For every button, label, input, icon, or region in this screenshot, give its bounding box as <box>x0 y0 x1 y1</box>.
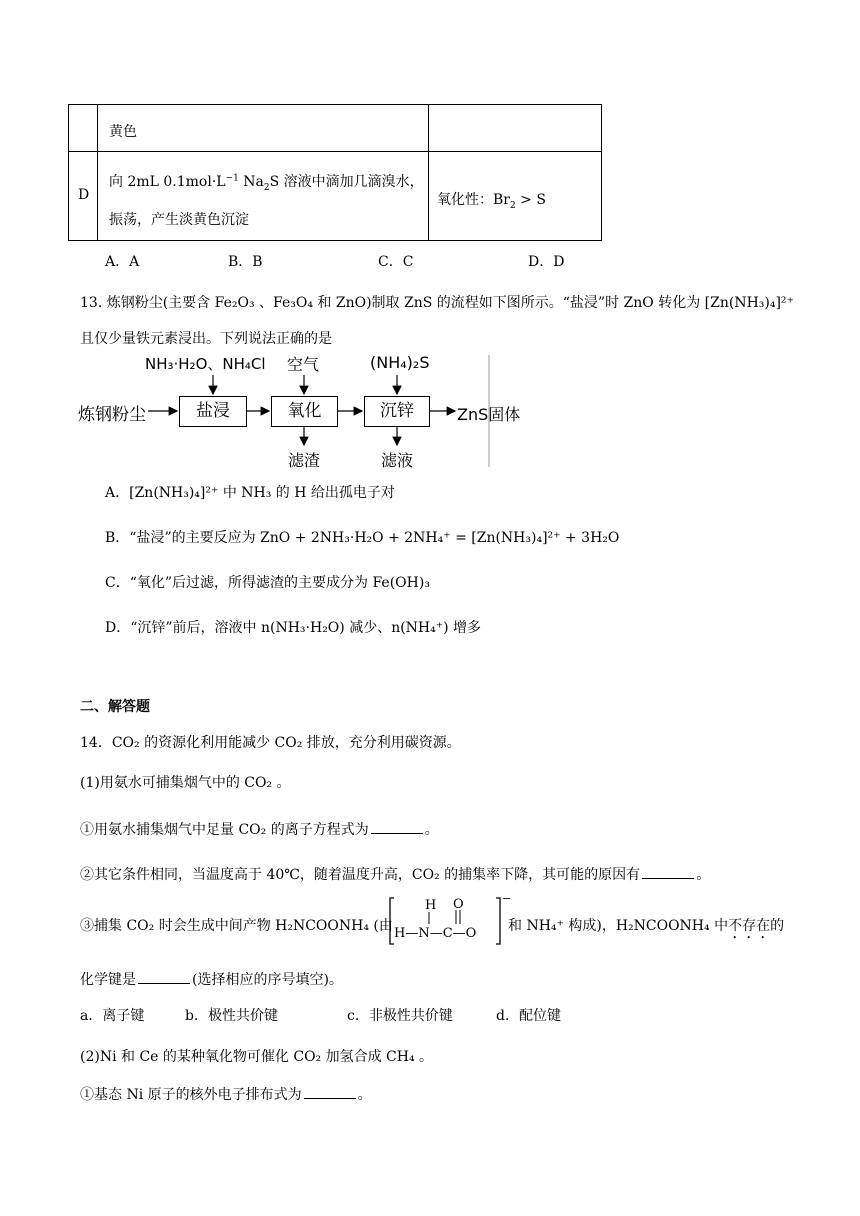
q14-part1: (1)用氨水可捕集烟气中的 CO₂ 。 <box>80 775 291 791</box>
flow-reagent-2: 空气 <box>287 355 320 374</box>
answer-blank[interactable] <box>138 971 190 984</box>
q12-option-a: A．A <box>105 254 140 270</box>
text-part: ②其它条件相同，当温度高于 40℃，随着温度升高，CO₂ 的捕集率下降，其可能的原因有 <box>80 867 641 883</box>
text-part: ①基态 Ni 原子的核外电子排布式为 <box>80 1087 302 1103</box>
q13-stem-line2: 且仅少量铁元素浸出。下列说法正确的是 <box>80 331 332 347</box>
text-part: 。 <box>424 822 439 838</box>
text-part: 氧化性：Br <box>437 192 510 208</box>
q14-part1-item2 <box>80 864 710 884</box>
q12-option-d: D．D <box>528 254 565 270</box>
flow-step-label: 氧化 <box>287 401 322 421</box>
flow-reagent-3: (NH₄)₂S <box>370 353 430 372</box>
text-part: Na <box>238 174 264 190</box>
table-row-label-d: D <box>78 187 90 203</box>
superscript: −1 <box>225 173 239 184</box>
q14-part1-item3-prefix: ③捕集 CO₂ 时会生成中间产物 H₂NCOONH₄ (由 <box>80 918 393 934</box>
choice-c: c．非极性共价键 <box>347 1008 453 1024</box>
q13-option-b: B．“盐浸”的主要反应为 ZnO + 2NH₃·H₂O + 2NH₄⁺ = [Zn(NH₃)₄]²⁺ + 3H₂O <box>105 530 620 546</box>
structure-chain: H—N—C—O <box>394 926 477 941</box>
text-part: ①用氨水捕集烟气中足量 CO₂ 的离子方程式为 <box>80 822 369 838</box>
q14-part1-item3-line2 <box>80 969 343 989</box>
q14-part2: (2)Ni 和 Ce 的某种氧化物可催化 CO₂ 加氢合成 CH₄ 。 <box>80 1049 434 1065</box>
flow-input: 炼钢粉尘 <box>78 405 146 425</box>
flow-reagent-1: NH₃·H₂O、NH₄Cl <box>145 355 266 373</box>
table-cell-row-c-text: 黄色 <box>109 124 137 140</box>
flow-waste-1: 滤渣 <box>288 451 321 470</box>
flow-step-label: 沉锌 <box>380 401 414 421</box>
text-part: 向 2mL 0.1mol·L <box>109 174 226 190</box>
emphasis-text: 不存在 <box>728 918 771 934</box>
choice-b: b．极性共价键 <box>185 1008 278 1024</box>
text-part: (选择相应的序号填空)。 <box>192 972 343 988</box>
text-part: 。 <box>357 1087 372 1103</box>
text-part: S 溶液中滴加几滴溴水， <box>269 174 424 190</box>
subscript: 2 <box>263 182 270 193</box>
section-title: 二、解答题 <box>80 699 150 715</box>
choice-a: a．离子键 <box>80 1008 145 1024</box>
text-part: 和 NH₄⁺ 构成)，H₂NCOONH₄ 中 <box>508 918 729 934</box>
choice-d: d．配位键 <box>496 1008 561 1024</box>
q12-option-c: C．C <box>378 254 414 270</box>
text-part: 的 <box>770 918 785 934</box>
text-part: > S <box>515 192 546 208</box>
text-part: 化学键是 <box>80 972 136 988</box>
q14-stem: 14．CO₂ 的资源化利用能减少 CO₂ 排放，充分利用碳资源。 <box>80 735 461 751</box>
structure-h-top: H <box>425 898 437 913</box>
structure-o-top: O <box>453 897 464 912</box>
q13-stem-line1: 13. 炼钢粉尘(主要含 Fe₂O₃ 、Fe₃O₄ 和 ZnO)制取 ZnS 的流程如下图所示。“盐浸”时 ZnO 转化为 [Zn(NH₃)₄]²⁺ <box>80 295 794 311</box>
q13-option-c: C．“氧化”后过滤，所得滤渣的主要成分为 Fe(OH)₃ <box>105 575 430 591</box>
q13-option-a: A．[Zn(NH₃)₄]²⁺ 中 NH₃ 的 H 给出孤电子对 <box>105 485 395 501</box>
flow-step-label: 盐浸 <box>196 401 230 421</box>
subscript: 2 <box>509 200 516 211</box>
answer-blank[interactable] <box>642 866 694 879</box>
q12-option-b: B．B <box>228 254 263 270</box>
q14-part1-item3-middle <box>508 915 784 942</box>
q13-option-d: D．“沉锌”前后，溶液中 n(NH₃·H₂O) 减少、n(NH₄⁺) 增多 <box>105 620 482 636</box>
structure-charge: − <box>502 892 512 905</box>
table-cell-row-d-line2: 振荡，产生淡黄色沉淀 <box>109 212 249 228</box>
q14-part1-item1 <box>80 819 439 839</box>
answer-blank[interactable] <box>304 1086 356 1099</box>
flow-arrows <box>0 0 860 480</box>
flow-output: ZnS固体 <box>457 405 521 424</box>
text-part: 。 <box>696 867 711 883</box>
q14-part2-item1 <box>80 1084 372 1104</box>
flow-waste-2: 滤液 <box>381 451 414 470</box>
answer-blank[interactable] <box>371 821 423 834</box>
